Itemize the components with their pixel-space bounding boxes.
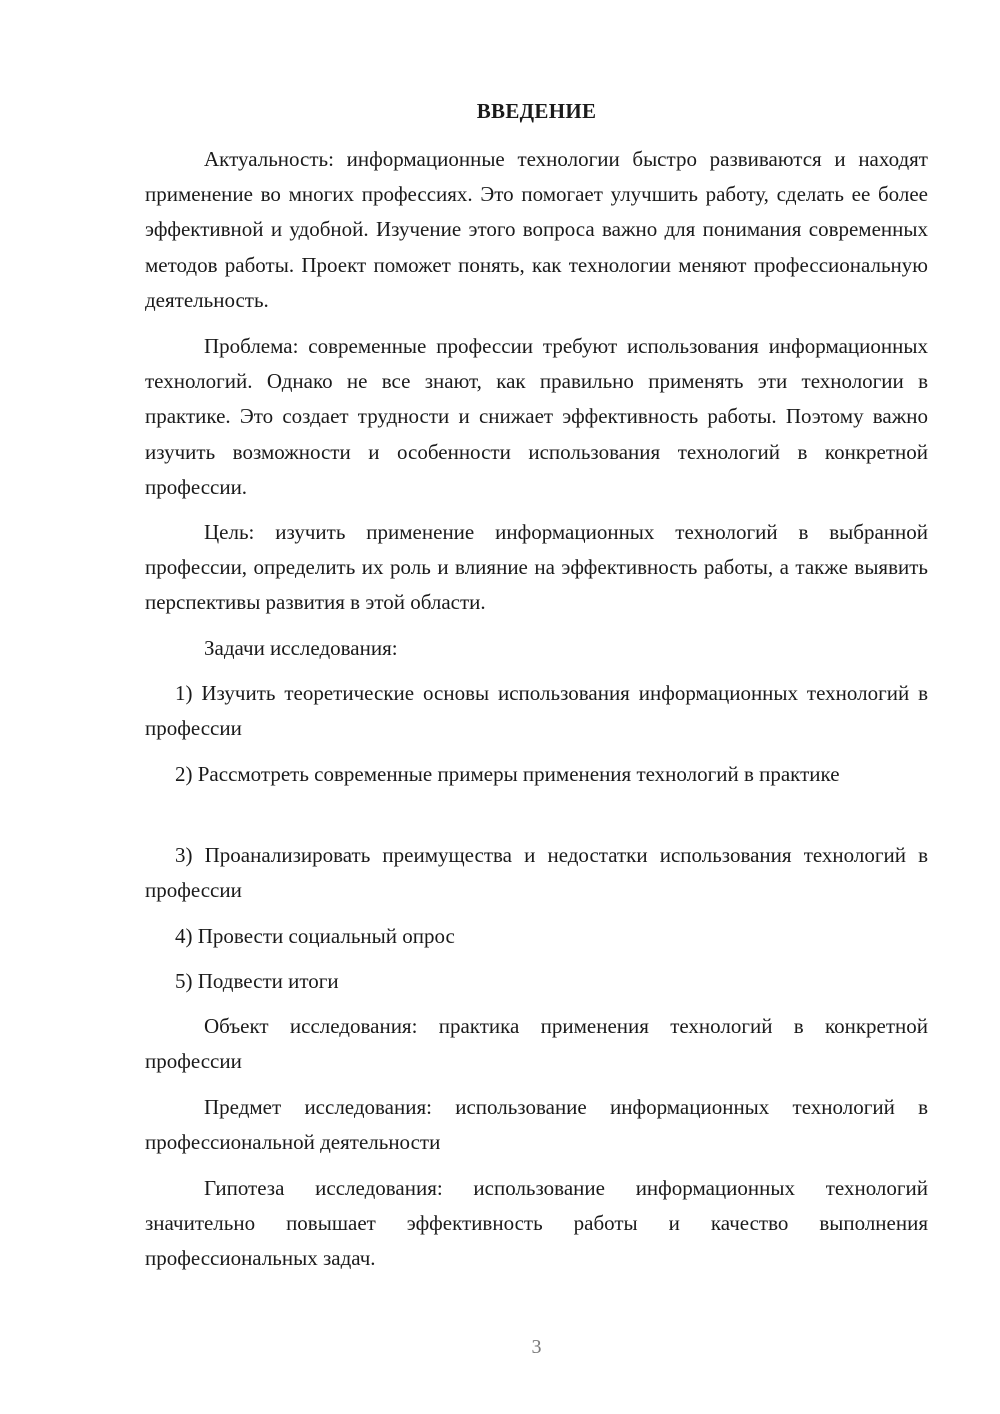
relevance-paragraph: Актуальность: информационные технологии быстро развиваются и находят применение во многих профессиях. Это помогает улучшить работу, сделать ее более эффективной и удобной. Изучение этого вопроса важно для понимания современных методов работы. Проект поможет понять, как технологии меняют профессиональную деятельность. (145, 147, 928, 312)
task-item-3: 3) Проанализировать преимущества и недостатки использования технологий в профессии (145, 843, 928, 903)
page-number: 3 (531, 1336, 542, 1358)
object-paragraph: Объект исследования: практика применения технологий в конкретной профессии (145, 1014, 928, 1074)
task-item-1: 1) Изучить теоретические основы использования информационных технологий в профессии (145, 681, 928, 741)
page-title: ВВЕДЕНИЕ (476, 99, 597, 123)
tasks-heading: Задачи исследования: (204, 636, 398, 660)
task-item-4: 4) Провести социальный опрос (175, 924, 455, 948)
subject-paragraph: Предмет исследования: использование информационных технологий в профессиональной деятельности (145, 1095, 928, 1155)
hypothesis-paragraph: Гипотеза исследования: использование информационных технологий значительно повышает эффективность работы и качество выполнения профессиональных задач. (145, 1176, 928, 1271)
problem-paragraph: Проблема: современные профессии требуют использования информационных технологий. Однако не все знают, как правильно применять эти технологии в практике. Это создает трудности и снижает эффективность работы. Поэтому важно изучить возможности и особенности использования технологий в конкретной профессии. (145, 334, 928, 499)
goal-paragraph: Цель: изучить применение информационных технологий в выбранной профессии, определить их роль и влияние на эффективность работы, а также выявить перспективы развития в этой области. (145, 520, 928, 615)
task-item-2: 2) Рассмотреть современные примеры применения технологий в практике (175, 762, 840, 786)
document-page (145, 0, 928, 1414)
task-item-5: 5) Подвести итоги (175, 969, 339, 993)
